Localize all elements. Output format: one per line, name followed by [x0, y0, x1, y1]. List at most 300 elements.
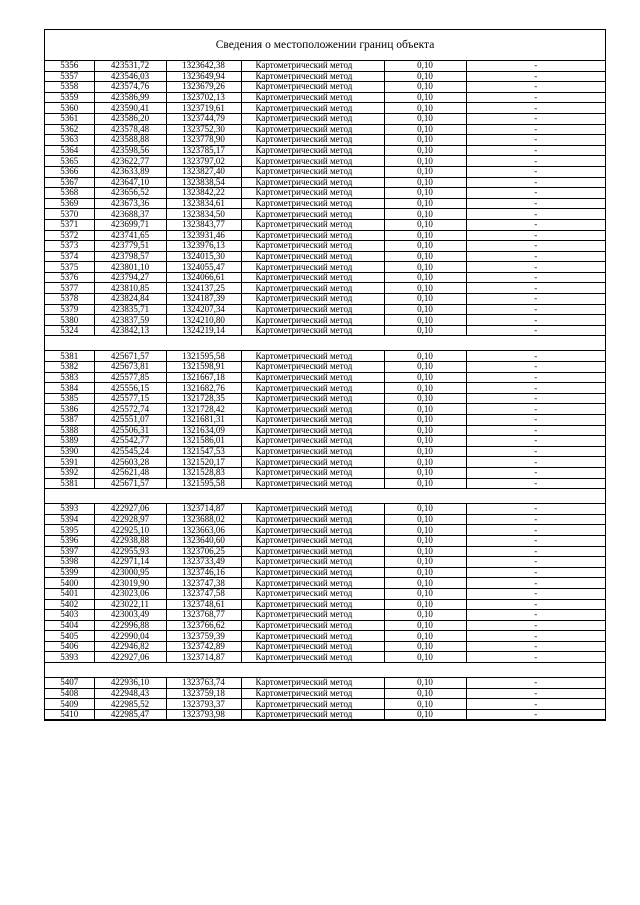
x-coordinate-cell: 423656,52 — [94, 188, 166, 199]
precision-cell: 0,10 — [384, 198, 466, 209]
point-number-cell: 5370 — [45, 209, 94, 220]
description-cell: - — [466, 699, 605, 710]
point-number-cell: 5394 — [45, 514, 94, 525]
table-row — [45, 620, 605, 631]
x-coordinate-cell: 423000,95 — [94, 567, 166, 578]
precision-cell: 0,10 — [384, 315, 466, 326]
point-number-cell: 5406 — [45, 641, 94, 652]
method-cell: Картометрический метод — [241, 678, 384, 689]
y-coordinate-cell: 1323763,74 — [166, 678, 241, 689]
method-cell: Картометрический метод — [241, 446, 384, 457]
method-cell: Картометрический метод — [241, 652, 384, 663]
point-number-cell: 5358 — [45, 82, 94, 93]
y-coordinate-cell: 1323642,38 — [166, 61, 241, 71]
table-row — [45, 230, 605, 241]
description-cell: - — [466, 478, 605, 489]
table-row — [45, 567, 605, 578]
x-coordinate-cell: 423588,88 — [94, 135, 166, 146]
y-coordinate-cell: 1323714,87 — [166, 652, 241, 663]
description-cell: - — [466, 304, 605, 315]
x-coordinate-cell: 425506,31 — [94, 425, 166, 436]
method-cell: Картометрический метод — [241, 588, 384, 599]
y-coordinate-cell: 1323842,22 — [166, 188, 241, 199]
description-cell: - — [466, 362, 605, 373]
table-row — [45, 652, 605, 663]
boundary-points-table — [45, 61, 605, 720]
description-cell: - — [466, 457, 605, 468]
table-row — [45, 425, 605, 436]
description-cell: - — [466, 124, 605, 135]
description-cell: - — [466, 135, 605, 146]
x-coordinate-cell: 422946,82 — [94, 641, 166, 652]
group-separator — [45, 336, 605, 351]
description-cell: - — [466, 467, 605, 478]
point-number-cell: 5382 — [45, 362, 94, 373]
precision-cell: 0,10 — [384, 557, 466, 568]
precision-cell: 0,10 — [384, 383, 466, 394]
y-coordinate-cell: 1321598,91 — [166, 362, 241, 373]
x-coordinate-cell: 423673,36 — [94, 198, 166, 209]
point-number-cell: 5356 — [45, 61, 94, 71]
precision-cell: 0,10 — [384, 415, 466, 426]
precision-cell: 0,10 — [384, 620, 466, 631]
precision-cell: 0,10 — [384, 124, 466, 135]
description-cell: - — [466, 620, 605, 631]
precision-cell: 0,10 — [384, 145, 466, 156]
y-coordinate-cell: 1323827,40 — [166, 166, 241, 177]
x-coordinate-cell: 425577,15 — [94, 393, 166, 404]
table-row — [45, 599, 605, 610]
y-coordinate-cell: 1321634,09 — [166, 425, 241, 436]
description-cell: - — [466, 351, 605, 362]
x-coordinate-cell: 422936,10 — [94, 678, 166, 689]
point-number-cell: 5359 — [45, 92, 94, 103]
y-coordinate-cell: 1324066,61 — [166, 272, 241, 283]
method-cell: Картометрический метод — [241, 283, 384, 294]
description-cell: - — [466, 578, 605, 589]
point-number-cell: 5386 — [45, 404, 94, 415]
x-coordinate-cell: 422938,88 — [94, 535, 166, 546]
x-coordinate-cell: 425551,07 — [94, 415, 166, 426]
x-coordinate-cell: 422948,43 — [94, 688, 166, 699]
precision-cell: 0,10 — [384, 113, 466, 124]
description-cell: - — [466, 383, 605, 394]
description-cell: - — [466, 514, 605, 525]
table-row — [45, 135, 605, 146]
point-number-cell: 5390 — [45, 446, 94, 457]
x-coordinate-cell: 423003,49 — [94, 610, 166, 621]
document-title: Сведения о местоположении границ объекта — [45, 30, 605, 61]
table-row — [45, 610, 605, 621]
description-cell: - — [466, 251, 605, 262]
x-coordinate-cell: 425556,15 — [94, 383, 166, 394]
description-cell: - — [466, 315, 605, 326]
method-cell: Картометрический метод — [241, 315, 384, 326]
method-cell: Картометрический метод — [241, 351, 384, 362]
x-coordinate-cell: 425542,77 — [94, 436, 166, 447]
method-cell: Картометрический метод — [241, 525, 384, 536]
y-coordinate-cell: 1324219,14 — [166, 325, 241, 336]
description-cell: - — [466, 156, 605, 167]
precision-cell: 0,10 — [384, 92, 466, 103]
table-row — [45, 404, 605, 415]
point-number-cell: 5381 — [45, 351, 94, 362]
table-row — [45, 588, 605, 599]
point-number-cell: 5379 — [45, 304, 94, 315]
point-number-cell: 5393 — [45, 652, 94, 663]
x-coordinate-cell: 425621,48 — [94, 467, 166, 478]
description-cell: - — [466, 325, 605, 336]
method-cell: Картометрический метод — [241, 436, 384, 447]
precision-cell: 0,10 — [384, 588, 466, 599]
precision-cell: 0,10 — [384, 166, 466, 177]
precision-cell: 0,10 — [384, 283, 466, 294]
description-cell: - — [466, 446, 605, 457]
point-number-cell: 5387 — [45, 415, 94, 426]
precision-cell: 0,10 — [384, 425, 466, 436]
precision-cell: 0,10 — [384, 709, 466, 720]
y-coordinate-cell: 1323766,62 — [166, 620, 241, 631]
precision-cell: 0,10 — [384, 652, 466, 663]
y-coordinate-cell: 1323793,37 — [166, 699, 241, 710]
precision-cell: 0,10 — [384, 436, 466, 447]
table-row — [45, 557, 605, 568]
method-cell: Картометрический метод — [241, 262, 384, 273]
boundary-points-body — [45, 61, 605, 720]
separator-cell — [45, 663, 605, 678]
point-number-cell: 5374 — [45, 251, 94, 262]
description-cell: - — [466, 709, 605, 720]
precision-cell: 0,10 — [384, 514, 466, 525]
y-coordinate-cell: 1321586,01 — [166, 436, 241, 447]
precision-cell: 0,10 — [384, 209, 466, 220]
precision-cell: 0,10 — [384, 699, 466, 710]
description-cell: - — [466, 688, 605, 699]
y-coordinate-cell: 1324055,47 — [166, 262, 241, 273]
y-coordinate-cell: 1323744,79 — [166, 113, 241, 124]
point-number-cell: 5392 — [45, 467, 94, 478]
point-number-cell: 5380 — [45, 315, 94, 326]
precision-cell: 0,10 — [384, 241, 466, 252]
x-coordinate-cell: 423837,59 — [94, 315, 166, 326]
precision-cell: 0,10 — [384, 688, 466, 699]
y-coordinate-cell: 1323797,02 — [166, 156, 241, 167]
method-cell: Картометрический метод — [241, 124, 384, 135]
y-coordinate-cell: 1323663,06 — [166, 525, 241, 536]
description-cell: - — [466, 82, 605, 93]
method-cell: Картометрический метод — [241, 61, 384, 71]
y-coordinate-cell: 1323759,39 — [166, 631, 241, 642]
point-number-cell: 5400 — [45, 578, 94, 589]
method-cell: Картометрический метод — [241, 393, 384, 404]
y-coordinate-cell: 1323931,46 — [166, 230, 241, 241]
table-row — [45, 446, 605, 457]
y-coordinate-cell: 1321667,18 — [166, 372, 241, 383]
method-cell: Картометрический метод — [241, 641, 384, 652]
y-coordinate-cell: 1321520,17 — [166, 457, 241, 468]
x-coordinate-cell: 423586,20 — [94, 113, 166, 124]
y-coordinate-cell: 1323834,61 — [166, 198, 241, 209]
method-cell: Картометрический метод — [241, 546, 384, 557]
table-row — [45, 272, 605, 283]
method-cell: Картометрический метод — [241, 304, 384, 315]
description-cell: - — [466, 272, 605, 283]
point-number-cell: 5360 — [45, 103, 94, 114]
y-coordinate-cell: 1323702,13 — [166, 92, 241, 103]
method-cell: Картометрический метод — [241, 404, 384, 415]
x-coordinate-cell: 423023,06 — [94, 588, 166, 599]
precision-cell: 0,10 — [384, 325, 466, 336]
method-cell: Картометрический метод — [241, 567, 384, 578]
x-coordinate-cell: 423779,51 — [94, 241, 166, 252]
table-row — [45, 478, 605, 489]
table-row — [45, 641, 605, 652]
x-coordinate-cell: 423741,65 — [94, 230, 166, 241]
y-coordinate-cell: 1321682,76 — [166, 383, 241, 394]
method-cell: Картометрический метод — [241, 415, 384, 426]
description-cell: - — [466, 525, 605, 536]
method-cell: Картометрический метод — [241, 82, 384, 93]
precision-cell: 0,10 — [384, 272, 466, 283]
x-coordinate-cell: 423801,10 — [94, 262, 166, 273]
x-coordinate-cell: 423598,56 — [94, 145, 166, 156]
description-cell: - — [466, 535, 605, 546]
description-cell: - — [466, 415, 605, 426]
table-row — [45, 325, 605, 336]
method-cell: Картометрический метод — [241, 362, 384, 373]
precision-cell: 0,10 — [384, 135, 466, 146]
x-coordinate-cell: 423586,99 — [94, 92, 166, 103]
x-coordinate-cell: 425545,24 — [94, 446, 166, 457]
point-number-cell: 5403 — [45, 610, 94, 621]
x-coordinate-cell: 425671,57 — [94, 351, 166, 362]
point-number-cell: 5404 — [45, 620, 94, 631]
y-coordinate-cell: 1323752,30 — [166, 124, 241, 135]
precision-cell: 0,10 — [384, 404, 466, 415]
y-coordinate-cell: 1323768,77 — [166, 610, 241, 621]
table-row — [45, 71, 605, 82]
precision-cell: 0,10 — [384, 535, 466, 546]
description-cell: - — [466, 166, 605, 177]
table-row — [45, 631, 605, 642]
y-coordinate-cell: 1324210,80 — [166, 315, 241, 326]
x-coordinate-cell: 423842,13 — [94, 325, 166, 336]
x-coordinate-cell: 423022,11 — [94, 599, 166, 610]
table-row — [45, 166, 605, 177]
y-coordinate-cell: 1321595,58 — [166, 351, 241, 362]
precision-cell: 0,10 — [384, 188, 466, 199]
table-row — [45, 383, 605, 394]
method-cell: Картометрический метод — [241, 198, 384, 209]
document-page — [44, 29, 606, 721]
point-number-cell: 5391 — [45, 457, 94, 468]
precision-cell: 0,10 — [384, 678, 466, 689]
method-cell: Картометрический метод — [241, 372, 384, 383]
precision-cell: 0,10 — [384, 631, 466, 642]
precision-cell: 0,10 — [384, 219, 466, 230]
method-cell: Картометрический метод — [241, 272, 384, 283]
y-coordinate-cell: 1323778,90 — [166, 135, 241, 146]
point-number-cell: 5377 — [45, 283, 94, 294]
point-number-cell: 5375 — [45, 262, 94, 273]
table-row — [45, 103, 605, 114]
table-row — [45, 262, 605, 273]
x-coordinate-cell: 422925,10 — [94, 525, 166, 536]
y-coordinate-cell: 1323759,18 — [166, 688, 241, 699]
y-coordinate-cell: 1323976,13 — [166, 241, 241, 252]
description-cell: - — [466, 610, 605, 621]
point-number-cell: 5378 — [45, 294, 94, 305]
point-number-cell: 5369 — [45, 198, 94, 209]
point-number-cell: 5388 — [45, 425, 94, 436]
description-cell: - — [466, 103, 605, 114]
point-number-cell: 5368 — [45, 188, 94, 199]
y-coordinate-cell: 1323747,58 — [166, 588, 241, 599]
precision-cell: 0,10 — [384, 156, 466, 167]
y-coordinate-cell: 1321728,35 — [166, 393, 241, 404]
table-row — [45, 504, 605, 515]
point-number-cell: 5366 — [45, 166, 94, 177]
table-row — [45, 124, 605, 135]
description-cell: - — [466, 113, 605, 124]
description-cell: - — [466, 557, 605, 568]
description-cell: - — [466, 652, 605, 663]
point-number-cell: 5324 — [45, 325, 94, 336]
precision-cell: 0,10 — [384, 61, 466, 71]
point-number-cell: 5363 — [45, 135, 94, 146]
point-number-cell: 5396 — [45, 535, 94, 546]
method-cell: Картометрический метод — [241, 71, 384, 82]
precision-cell: 0,10 — [384, 262, 466, 273]
point-number-cell: 5381 — [45, 478, 94, 489]
table-row — [45, 61, 605, 71]
point-number-cell: 5367 — [45, 177, 94, 188]
x-coordinate-cell: 425572,74 — [94, 404, 166, 415]
precision-cell: 0,10 — [384, 177, 466, 188]
x-coordinate-cell: 422990,04 — [94, 631, 166, 642]
table-row — [45, 678, 605, 689]
table-row — [45, 578, 605, 589]
description-cell: - — [466, 678, 605, 689]
x-coordinate-cell: 422985,52 — [94, 699, 166, 710]
method-cell: Картометрический метод — [241, 156, 384, 167]
y-coordinate-cell: 1321595,58 — [166, 478, 241, 489]
x-coordinate-cell: 423824,84 — [94, 294, 166, 305]
method-cell: Картометрический метод — [241, 578, 384, 589]
precision-cell: 0,10 — [384, 599, 466, 610]
method-cell: Картометрический метод — [241, 467, 384, 478]
x-coordinate-cell: 422927,06 — [94, 652, 166, 663]
x-coordinate-cell: 423578,48 — [94, 124, 166, 135]
method-cell: Картометрический метод — [241, 599, 384, 610]
method-cell: Картометрический метод — [241, 103, 384, 114]
precision-cell: 0,10 — [384, 478, 466, 489]
point-number-cell: 5402 — [45, 599, 94, 610]
description-cell: - — [466, 372, 605, 383]
table-row — [45, 525, 605, 536]
precision-cell: 0,10 — [384, 71, 466, 82]
point-number-cell: 5383 — [45, 372, 94, 383]
y-coordinate-cell: 1323733,49 — [166, 557, 241, 568]
table-row — [45, 362, 605, 373]
table-row — [45, 188, 605, 199]
point-number-cell: 5407 — [45, 678, 94, 689]
point-number-cell: 5395 — [45, 525, 94, 536]
description-cell: - — [466, 631, 605, 642]
y-coordinate-cell: 1323843,77 — [166, 219, 241, 230]
method-cell: Картометрический метод — [241, 251, 384, 262]
method-cell: Картометрический метод — [241, 113, 384, 124]
separator-cell — [45, 336, 605, 351]
point-number-cell: 5376 — [45, 272, 94, 283]
method-cell: Картометрический метод — [241, 699, 384, 710]
table-row — [45, 241, 605, 252]
point-number-cell: 5398 — [45, 557, 94, 568]
precision-cell: 0,10 — [384, 393, 466, 404]
x-coordinate-cell: 423688,37 — [94, 209, 166, 220]
point-number-cell: 5361 — [45, 113, 94, 124]
point-number-cell: 5384 — [45, 383, 94, 394]
description-cell: - — [466, 567, 605, 578]
precision-cell: 0,10 — [384, 294, 466, 305]
description-cell: - — [466, 599, 605, 610]
y-coordinate-cell: 1324137,25 — [166, 283, 241, 294]
table-row — [45, 145, 605, 156]
point-number-cell: 5393 — [45, 504, 94, 515]
group-separator — [45, 663, 605, 678]
table-row — [45, 82, 605, 93]
method-cell: Картометрический метод — [241, 504, 384, 515]
method-cell: Картометрический метод — [241, 383, 384, 394]
point-number-cell: 5389 — [45, 436, 94, 447]
separator-cell — [45, 489, 605, 504]
y-coordinate-cell: 1323688,02 — [166, 514, 241, 525]
description-cell: - — [466, 241, 605, 252]
x-coordinate-cell: 422927,06 — [94, 504, 166, 515]
precision-cell: 0,10 — [384, 230, 466, 241]
y-coordinate-cell: 1323793,98 — [166, 709, 241, 720]
point-number-cell: 5405 — [45, 631, 94, 642]
method-cell: Картометрический метод — [241, 92, 384, 103]
table-row — [45, 92, 605, 103]
table-row — [45, 415, 605, 426]
table-row — [45, 294, 605, 305]
precision-cell: 0,10 — [384, 103, 466, 114]
y-coordinate-cell: 1323746,16 — [166, 567, 241, 578]
y-coordinate-cell: 1321728,42 — [166, 404, 241, 415]
y-coordinate-cell: 1323747,38 — [166, 578, 241, 589]
precision-cell: 0,10 — [384, 578, 466, 589]
precision-cell: 0,10 — [384, 546, 466, 557]
x-coordinate-cell: 425673,81 — [94, 362, 166, 373]
precision-cell: 0,10 — [384, 567, 466, 578]
table-row — [45, 177, 605, 188]
x-coordinate-cell: 423810,85 — [94, 283, 166, 294]
method-cell: Картометрический метод — [241, 209, 384, 220]
x-coordinate-cell: 423531,72 — [94, 61, 166, 71]
y-coordinate-cell: 1323785,17 — [166, 145, 241, 156]
method-cell: Картометрический метод — [241, 230, 384, 241]
table-row — [45, 514, 605, 525]
x-coordinate-cell: 423798,57 — [94, 251, 166, 262]
table-row — [45, 699, 605, 710]
description-cell: - — [466, 283, 605, 294]
description-cell: - — [466, 177, 605, 188]
table-row — [45, 156, 605, 167]
point-number-cell: 5365 — [45, 156, 94, 167]
method-cell: Картометрический метод — [241, 709, 384, 720]
description-cell: - — [466, 294, 605, 305]
